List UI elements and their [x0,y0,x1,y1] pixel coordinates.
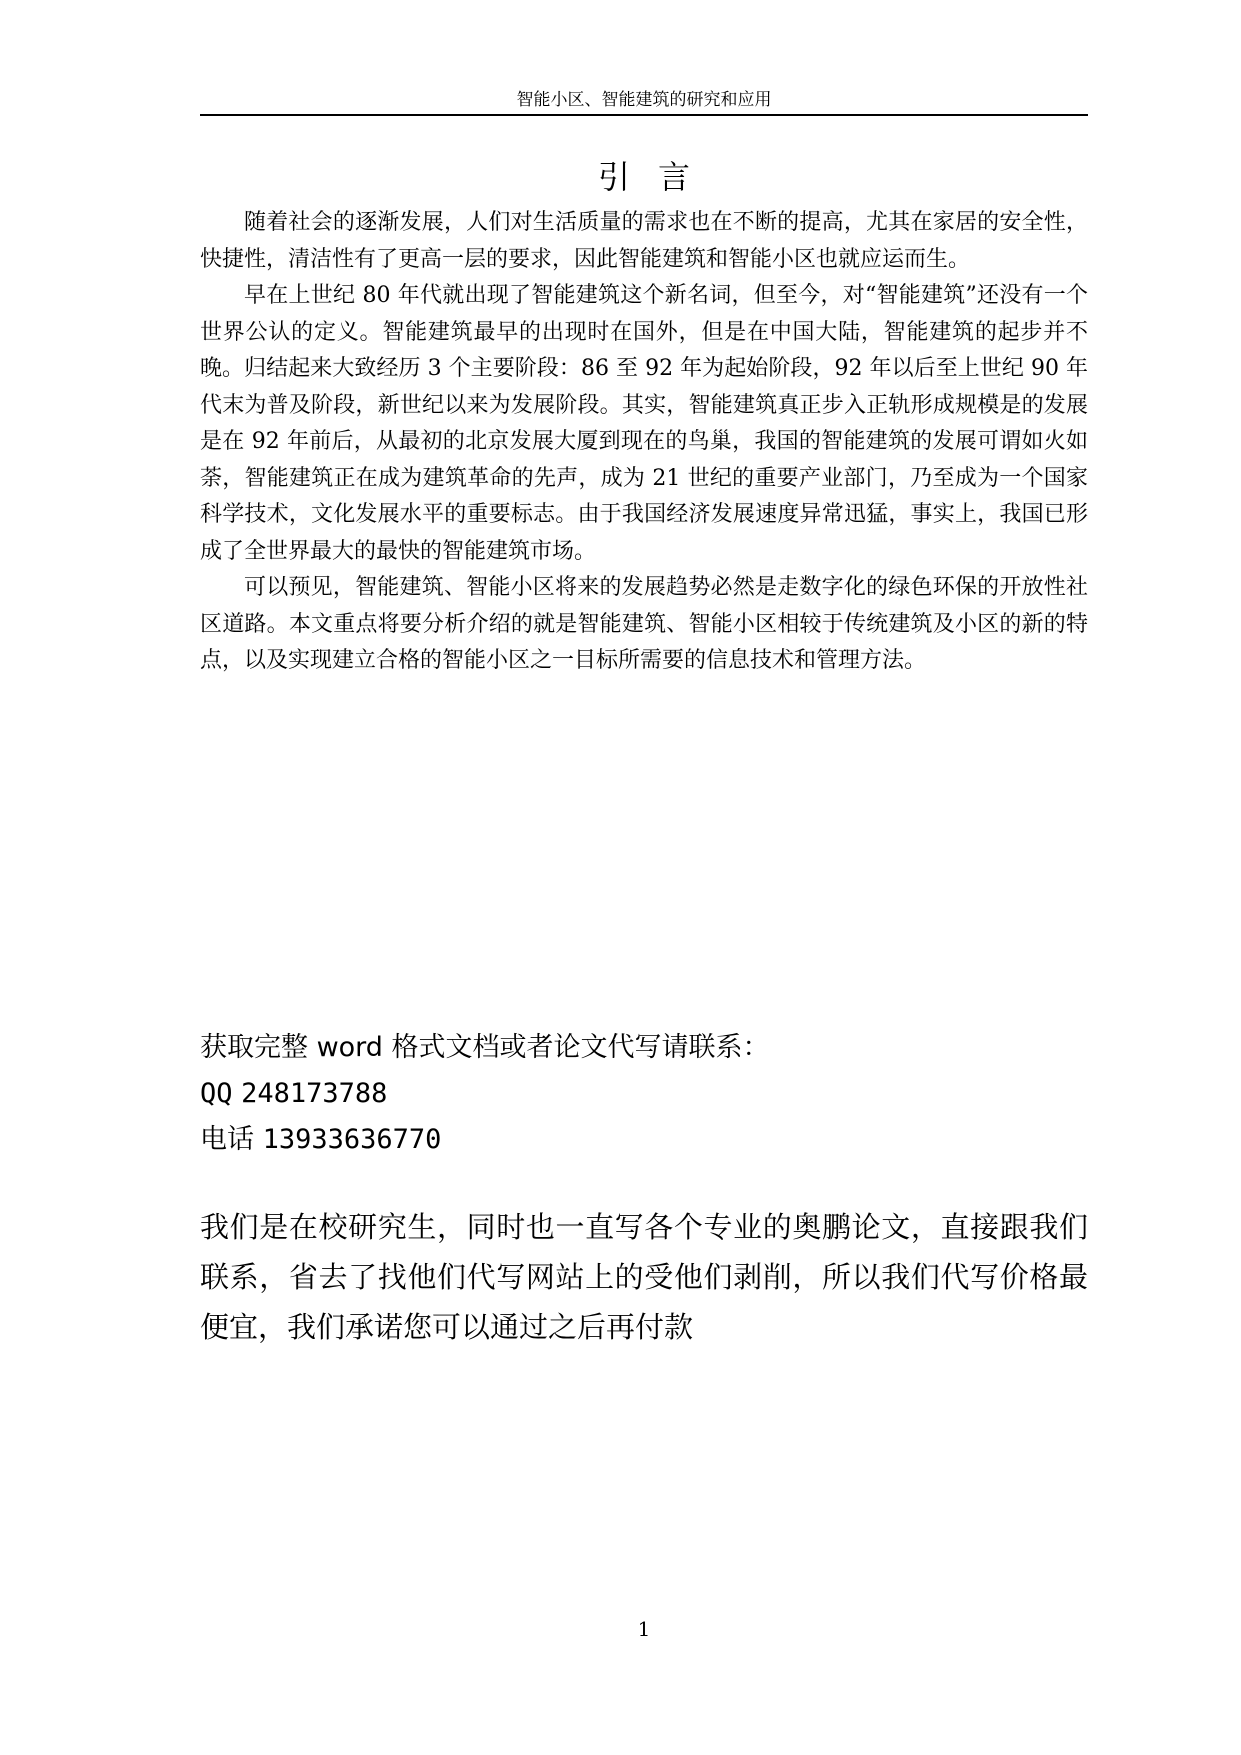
qq-value: 248173788 [241,1078,388,1109]
qq-label: QQ [200,1078,233,1109]
phone-label: 电话 [200,1124,254,1155]
contact-phone [200,1117,1088,1163]
paragraph: 随着社会的逐渐发展，人们对生活质量的需求也在不断的提高，尤其在家居的安全性，快捷性，清洁性有了更高一层的要求，因此智能建筑和智能小区也就应运而生。 [200,210,1088,272]
section-title: 引言 [597,158,718,196]
phone-value: 13933636770 [262,1124,442,1155]
paragraph: 早在上世纪 80 年代就出现了智能建筑这个新名词，但至今，对“智能建筑”还没有一个世界公认的定义。智能建筑最早的出现时在国外，但是在中国大陆，智能建筑的起步并不晚。归结起来大致经历 3 个主要阶段：86 至 92 年为起始阶段，92 年以后至上世纪 90 年代末为普及阶段，新世纪以来为发展阶段。其实，智能建筑真正步入正轨形成规模是的发展是在 92 年前后，从最初的北京发展大厦到现在的鸟巢，我国的智能建筑的发展可谓如火如荼，智能建筑正在成为建筑革命的先声，成为 21 世纪的重要产业部门，乃至成为一个国家科学技术，文化发展水平的重要标志。由于我国经济发展速度异常迅猛，事实上，我国已形成了全世界最大的最快的智能建筑市场。 [200,283,1088,564]
contact-qq [200,1071,1088,1117]
contact-intro: 获取完整 word 格式文档或者论文代写请联系： [200,1032,770,1063]
header-rule [200,114,1088,116]
section-body [200,205,1088,680]
page-number: 1 [637,1617,651,1641]
running-header: 智能小区、智能建筑的研究和应用 [516,90,772,110]
promo-text: 我们是在校研究生，同时也一直写各个专业的奥鹏论文，直接跟我们联系，省去了找他们代写网站上的受他们剥削，所以我们代写价格最便宜，我们承诺您可以通过之后再付款 [200,1210,1088,1344]
contact-block [200,1025,1088,1163]
paragraph: 可以预见，智能建筑、智能小区将来的发展趋势必然是走数字化的绿色环保的开放性社区道路。本文重点将要分析介绍的就是智能建筑、智能小区相较于传统建筑及小区的新的特点，以及实现建立合格的智能小区之一目标所需要的信息技术和管理方法。 [200,575,1088,673]
